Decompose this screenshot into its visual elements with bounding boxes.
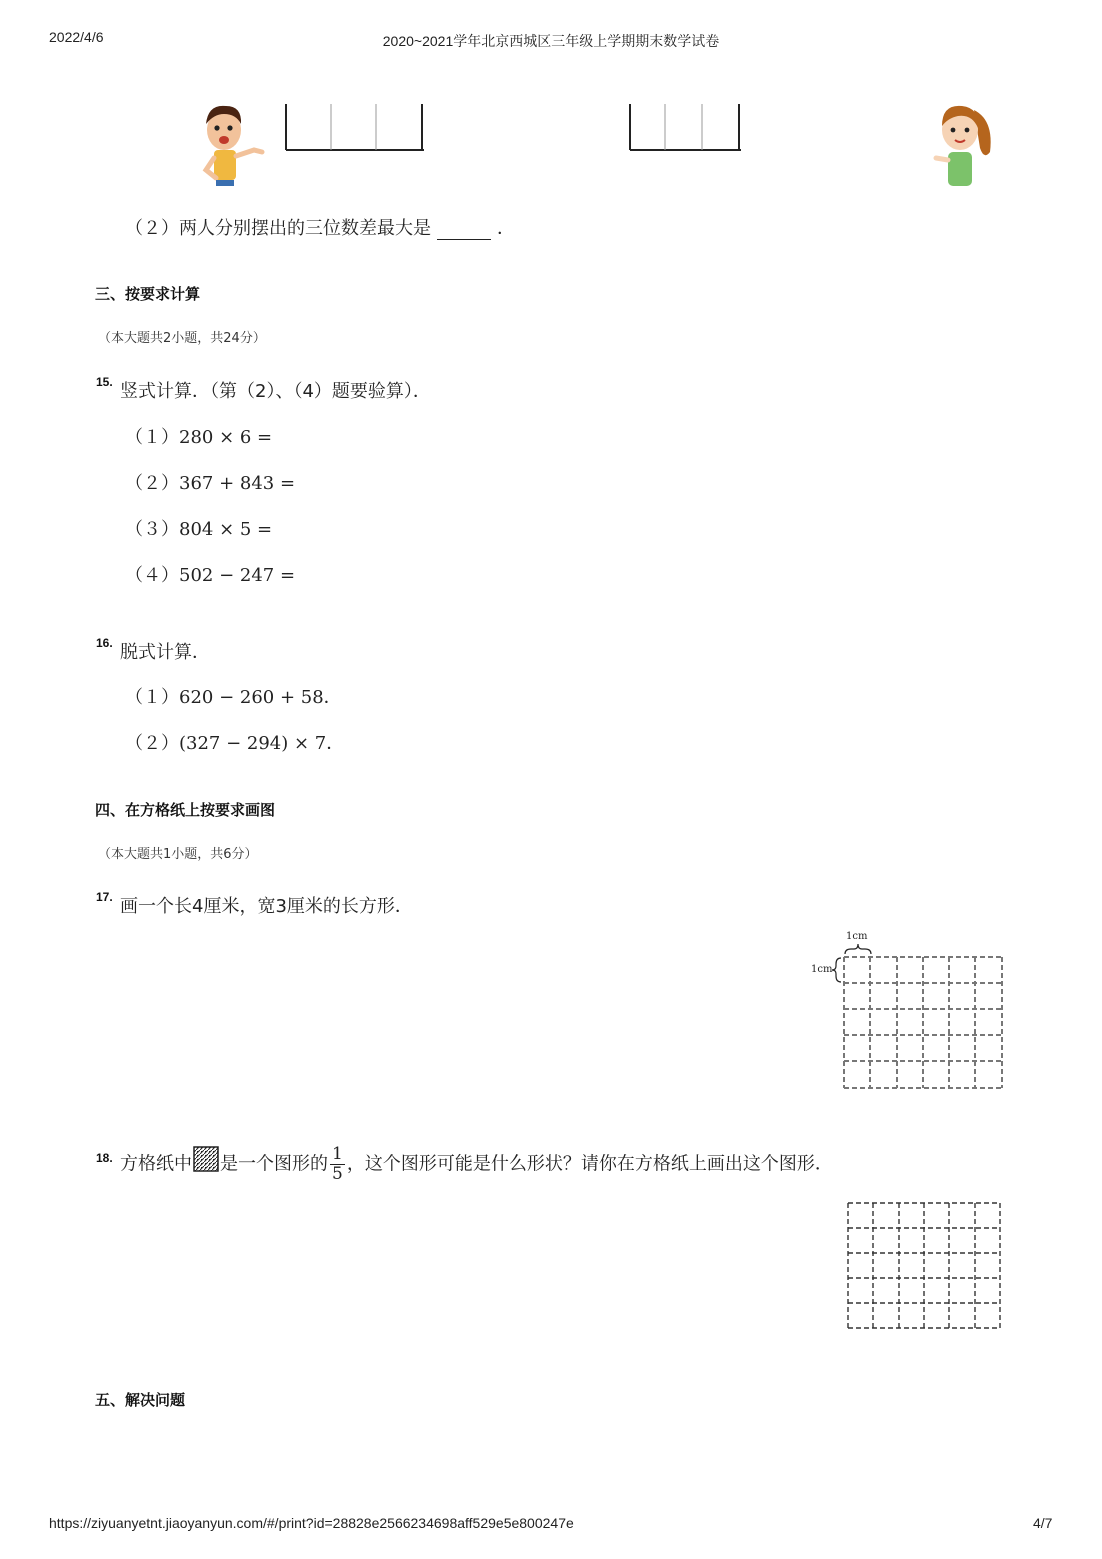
q16-item-1-label: （１） (125, 687, 179, 708)
q16-item-2 (125, 729, 344, 755)
q15-item-4-label: （４） (125, 565, 179, 586)
girl-illustration (924, 100, 998, 192)
print-date: 2022/4/6 (49, 29, 104, 45)
q18-text (120, 1145, 833, 1184)
grid-unit-label-left: 1cm (811, 964, 833, 975)
q15-item-2-expr: 367 + 843 = (179, 473, 296, 494)
drawing-grid-q17[interactable] (830, 940, 1006, 1094)
q16-item-2-label: （２） (125, 733, 179, 754)
q18-text-mid: 是一个图形的 (220, 1153, 328, 1175)
q16-item-2-expr: (327 − 294) × 7． (179, 733, 345, 754)
answer-blank[interactable] (437, 221, 491, 240)
section-4-title: 四、在方格纸上按要求画图 (95, 801, 276, 819)
q14-part2-suffix: ． (497, 218, 515, 239)
document-title: 2020~2021学年北京西城区三年级上学期期末数学试卷 (382, 33, 720, 49)
q15-item-4-expr: 502 − 247 = (179, 565, 296, 586)
q15-item-3-label: （３） (125, 519, 179, 540)
q15-item-3 (125, 515, 272, 541)
digit-boxes-right (627, 100, 745, 154)
boy-illustration (196, 100, 268, 188)
q15-item-4 (125, 561, 295, 587)
q15-item-2 (125, 469, 295, 495)
fraction (330, 1145, 345, 1184)
q18-text-before: 方格纸中 (120, 1153, 192, 1175)
q15-item-2-label: （２） (125, 473, 179, 494)
q18-number: 18. (96, 1151, 113, 1165)
footer-page-number: 4/7 (1033, 1515, 1053, 1531)
fraction-denominator: 5 (332, 1164, 343, 1184)
q16-item-1 (125, 683, 342, 709)
grid-unit-label-top: 1cm (846, 931, 868, 942)
q14-part2-text: 两人分别摆出的三位数差最大是 (179, 218, 431, 239)
q15-item-1 (125, 423, 272, 449)
q16-number: 16. (96, 636, 113, 650)
q16-item-1-expr: 620 − 260 + 58． (179, 687, 342, 708)
q15-text: 竖式计算．（第（2）、（4）题要验算）． (120, 381, 431, 402)
footer-url: https://ziyuanyetnt.jiaoyanyun.com/#/print?id=28828e2566234698aff529e5e800247e (49, 1515, 574, 1531)
q17-number: 17. (96, 890, 113, 904)
drawing-grid-q18[interactable] (842, 1198, 1006, 1334)
q18-text-after: ，这个图形可能是什么形状？请你在方格纸上画出这个图形． (346, 1153, 833, 1175)
section-5-title: 五、解决问题 (95, 1391, 186, 1409)
q15-item-1-label: （１） (125, 427, 179, 448)
fraction-numerator: 1 (332, 1144, 343, 1164)
section-4-note: （本大题共1小题，共6分） (98, 847, 258, 862)
q15-item-1-expr: 280 × 6 = (179, 427, 273, 448)
q15-item-3-expr: 804 × 5 = (179, 519, 273, 540)
q14-part2 (125, 214, 515, 240)
q17-text: 画一个长4厘米，宽3厘米的长方形． (120, 896, 413, 917)
section-3-note: （本大题共2小题，共24分） (98, 331, 266, 346)
q14-part2-label: （２） (125, 218, 179, 239)
hatched-square-icon (192, 1146, 220, 1172)
q15-number: 15. (96, 375, 113, 389)
section-3-title: 三、按要求计算 (95, 285, 201, 303)
q16-text: 脱式计算． (120, 642, 210, 663)
digit-boxes-left (283, 100, 427, 154)
